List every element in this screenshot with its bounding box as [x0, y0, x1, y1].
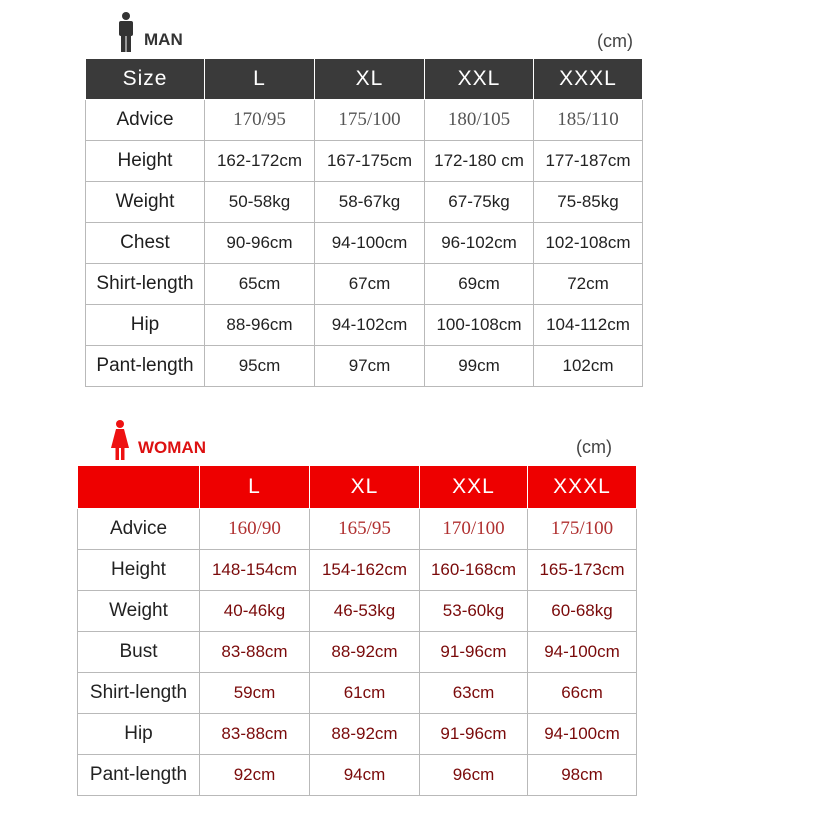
table-cell: 83-88cm [200, 632, 310, 673]
woman-size-col: XXXL [528, 466, 637, 509]
man-size-corner: Size [86, 59, 205, 100]
table-cell: 60-68kg [528, 591, 637, 632]
table-cell: 165-173cm [528, 550, 637, 591]
woman-size-corner [78, 466, 200, 509]
table-cell: 170/100 [420, 509, 528, 550]
table-row [78, 591, 637, 632]
table-row [86, 141, 643, 182]
table-cell: 102cm [534, 346, 643, 387]
table-cell: 72cm [534, 264, 643, 305]
table-row [86, 264, 643, 305]
table-cell: 88-92cm [310, 714, 420, 755]
woman-size-col: XL [310, 466, 420, 509]
row-label: Shirt-length [78, 673, 200, 714]
table-cell: 95cm [205, 346, 315, 387]
woman-header-row [78, 466, 637, 509]
row-label: Hip [86, 305, 205, 346]
table-cell: 58-67kg [315, 182, 425, 223]
table-cell: 67-75kg [425, 182, 534, 223]
man-size-col: L [205, 59, 315, 100]
table-row [78, 550, 637, 591]
man-section-header [116, 12, 183, 52]
table-cell: 83-88cm [200, 714, 310, 755]
table-row [78, 755, 637, 796]
table-cell: 96-102cm [425, 223, 534, 264]
row-label: Hip [78, 714, 200, 755]
table-cell: 98cm [528, 755, 637, 796]
table-row [86, 346, 643, 387]
table-row [86, 305, 643, 346]
table-row [86, 223, 643, 264]
row-label: Pant-length [86, 346, 205, 387]
table-cell: 61cm [310, 673, 420, 714]
table-cell: 94-100cm [528, 632, 637, 673]
table-cell: 102-108cm [534, 223, 643, 264]
table-cell: 91-96cm [420, 632, 528, 673]
row-label: Advice [86, 100, 205, 141]
woman-title: WOMAN [138, 438, 206, 457]
man-size-col: XXL [425, 59, 534, 100]
table-cell: 175/100 [315, 100, 425, 141]
table-cell: 167-175cm [315, 141, 425, 182]
table-cell: 50-58kg [205, 182, 315, 223]
table-cell: 46-53kg [310, 591, 420, 632]
table-cell: 165/95 [310, 509, 420, 550]
row-label: Pant-length [78, 755, 200, 796]
woman-size-table [77, 465, 637, 796]
row-label: Advice [78, 509, 200, 550]
table-cell: 92cm [200, 755, 310, 796]
table-cell: 97cm [315, 346, 425, 387]
table-row [78, 673, 637, 714]
row-label: Chest [86, 223, 205, 264]
table-cell: 94-102cm [315, 305, 425, 346]
man-size-col: XL [315, 59, 425, 100]
table-cell: 148-154cm [200, 550, 310, 591]
table-cell: 91-96cm [420, 714, 528, 755]
man-header-row [86, 59, 643, 100]
woman-unit: (cm) [576, 437, 612, 457]
man-unit: (cm) [597, 31, 633, 51]
table-cell: 75-85kg [534, 182, 643, 223]
table-row [78, 714, 637, 755]
table-cell: 53-60kg [420, 591, 528, 632]
table-cell: 175/100 [528, 509, 637, 550]
row-label: Height [78, 550, 200, 591]
table-cell: 180/105 [425, 100, 534, 141]
row-label: Height [86, 141, 205, 182]
row-label: Weight [86, 182, 205, 223]
table-cell: 154-162cm [310, 550, 420, 591]
table-cell: 94cm [310, 755, 420, 796]
table-cell: 172-180 cm [425, 141, 534, 182]
man-title: MAN [144, 30, 183, 49]
woman-icon [110, 420, 130, 460]
man-icon [116, 12, 136, 52]
row-label: Shirt-length [86, 264, 205, 305]
table-cell: 88-92cm [310, 632, 420, 673]
table-cell: 170/95 [205, 100, 315, 141]
table-cell: 65cm [205, 264, 315, 305]
table-cell: 99cm [425, 346, 534, 387]
table-row [86, 182, 643, 223]
table-cell: 63cm [420, 673, 528, 714]
table-cell: 94-100cm [315, 223, 425, 264]
table-row [78, 509, 637, 550]
woman-size-col: XXL [420, 466, 528, 509]
woman-size-col: L [200, 466, 310, 509]
woman-section-header [110, 420, 206, 460]
table-cell: 160/90 [200, 509, 310, 550]
table-cell: 40-46kg [200, 591, 310, 632]
row-label: Weight [78, 591, 200, 632]
table-row [78, 632, 637, 673]
table-cell: 90-96cm [205, 223, 315, 264]
table-cell: 162-172cm [205, 141, 315, 182]
table-cell: 96cm [420, 755, 528, 796]
table-cell: 69cm [425, 264, 534, 305]
table-cell: 94-100cm [528, 714, 637, 755]
table-row [86, 100, 643, 141]
table-cell: 104-112cm [534, 305, 643, 346]
man-size-col: XXXL [534, 59, 643, 100]
table-cell: 67cm [315, 264, 425, 305]
table-cell: 185/110 [534, 100, 643, 141]
table-cell: 88-96cm [205, 305, 315, 346]
row-label: Bust [78, 632, 200, 673]
man-size-table [85, 58, 643, 387]
table-cell: 59cm [200, 673, 310, 714]
table-cell: 66cm [528, 673, 637, 714]
table-cell: 160-168cm [420, 550, 528, 591]
table-cell: 100-108cm [425, 305, 534, 346]
table-cell: 177-187cm [534, 141, 643, 182]
